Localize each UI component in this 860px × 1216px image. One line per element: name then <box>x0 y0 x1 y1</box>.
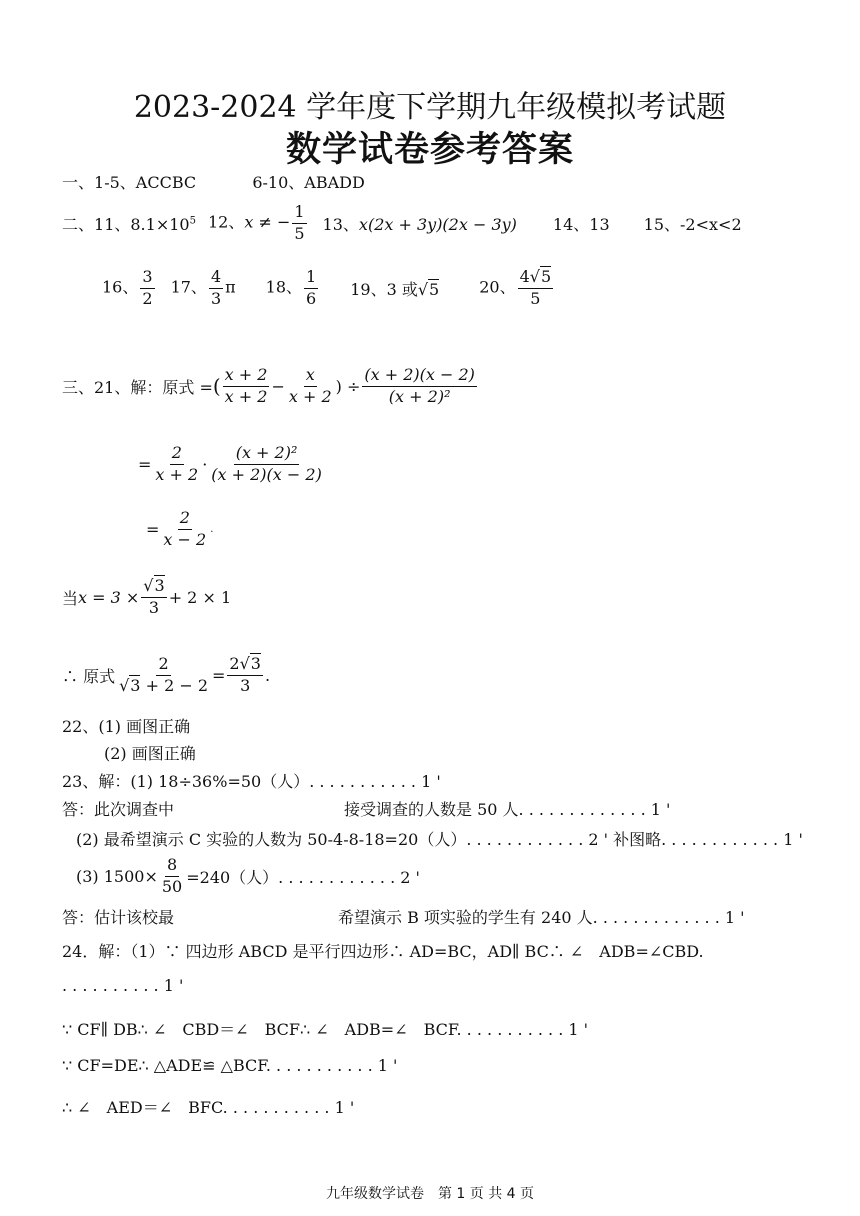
q21-line-2: = $\frac{2}{x + 2}$ · $\frac{\text{(x + 2)²}}{(x + 2)(x - 2)}$ <box>138 443 322 484</box>
q13-answer: 13、x(2x + 3y)(2x − 3y) <box>322 214 517 234</box>
q23-line-3: (3) 1500× $\frac{8}{50}$ =240（人）. . . . . . . . . . . . 2 ' <box>76 855 420 896</box>
q21-line-5: ∴ 原式 $\frac{2}{√3 + 2 - 2}$ = $\frac{2√3}{3}$ . <box>62 654 271 695</box>
q14-answer: 14、13 <box>552 214 610 234</box>
q23-answer-3-right: 希望演示 B 项实验的学生有 240 人. . . . . . . . . . . . . 1 ' <box>338 908 745 927</box>
q16-answer: 16、 $\frac{3}{2}$ <box>102 267 153 308</box>
q19-answer: 19、3 或√5 <box>350 279 440 299</box>
part2-row-1 <box>62 200 742 246</box>
q23-answer-1-right: 接受调查的人数是 50 人. . . . . . . . . . . . . 1 ' <box>344 800 671 819</box>
part2-label: 二、 <box>62 214 95 234</box>
q21-line-1: 三、21、解：原式 = ( $\frac{x + 2}{x + 2}$ − $\frac{x}{x + 2}$ ) ÷ $\frac{(x + 2)(x - 2)}{\text{(x + 2)²}}$ <box>62 365 475 406</box>
q18-answer: 18、 $\frac{1}{6}$ <box>265 267 317 308</box>
title-line-1: 2023-2024 学年度下学期九年级模拟考试题 <box>133 90 727 125</box>
part2-row-2 <box>102 264 555 312</box>
part1-answers-1: 1-5、ACCBC <box>94 173 197 192</box>
q23-answer-3-left: 答：估计该校最 <box>62 908 175 927</box>
q22-line-1: 22、(1) 画图正确 <box>62 717 191 736</box>
q24-line-1b: . . . . . . . . . . 1 ' <box>62 976 184 995</box>
q15-answer: 15、-2<x<2 <box>643 214 742 234</box>
title-line-2: 数学试卷参考答案 <box>285 130 574 170</box>
q24-line-2: ∵ CF∥ DB∴ ∠ CBD＝∠ BCF∴ ∠ ADB=∠ BCF. . . . . . . . . . . 1 ' <box>62 1020 589 1039</box>
q12-answer: 12、x ≠ − $\frac{1}{5}$ <box>207 202 305 243</box>
q20-answer: 20、 $\frac{4√5}{5}$ <box>479 267 552 308</box>
q23-answer-1-left: 答：此次调查中 <box>62 800 175 819</box>
part1-row <box>62 170 365 193</box>
q23-line-1: 23、解：(1) 18÷36%=50（人）. . . . . . . . . . . 1 ' <box>62 772 441 791</box>
q21-line-4: 当 x = 3 × $\frac{√3}{3}$ + 2 × 1 <box>62 576 232 617</box>
page-footer: 九年级数学试卷 第 1 页 共 4 页 <box>325 1186 535 1202</box>
q21-line-3: = $\frac{2}{x - 2}$ . <box>146 508 214 549</box>
q17-answer: 17、 $\frac{4}{3}$ π <box>170 267 236 308</box>
q22-line-2: (2) 画图正确 <box>104 744 196 763</box>
q24-line-1: 24．解：（1）∵ 四边形 ABCD 是平行四边形∴ AD=BC，AD∥ BC∴ ∠ ADB=∠CBD. <box>62 942 704 961</box>
q23-line-2: (2) 最希望演示 C 实验的人数为 50-4-8-18=20（人）. . . . . . . . . . . . 2 ' 补图略. . . . . . . . . . . . 1 ' <box>76 830 803 849</box>
q21-label: 三、21、解：原式 = <box>62 377 213 397</box>
q24-line-4: ∴ ∠ AED＝∠ BFC. . . . . . . . . . . 1 ' <box>62 1098 355 1117</box>
part1-label: 一、 <box>62 173 95 192</box>
q11-answer: 11、$8.1\times 10^5$ <box>94 214 196 234</box>
part1-answers-2: 6-10、ABADD <box>252 173 365 192</box>
q24-line-3: ∵ CF=DE∴ △ADE≌ △BCF. . . . . . . . . . . 1 ' <box>62 1056 398 1075</box>
